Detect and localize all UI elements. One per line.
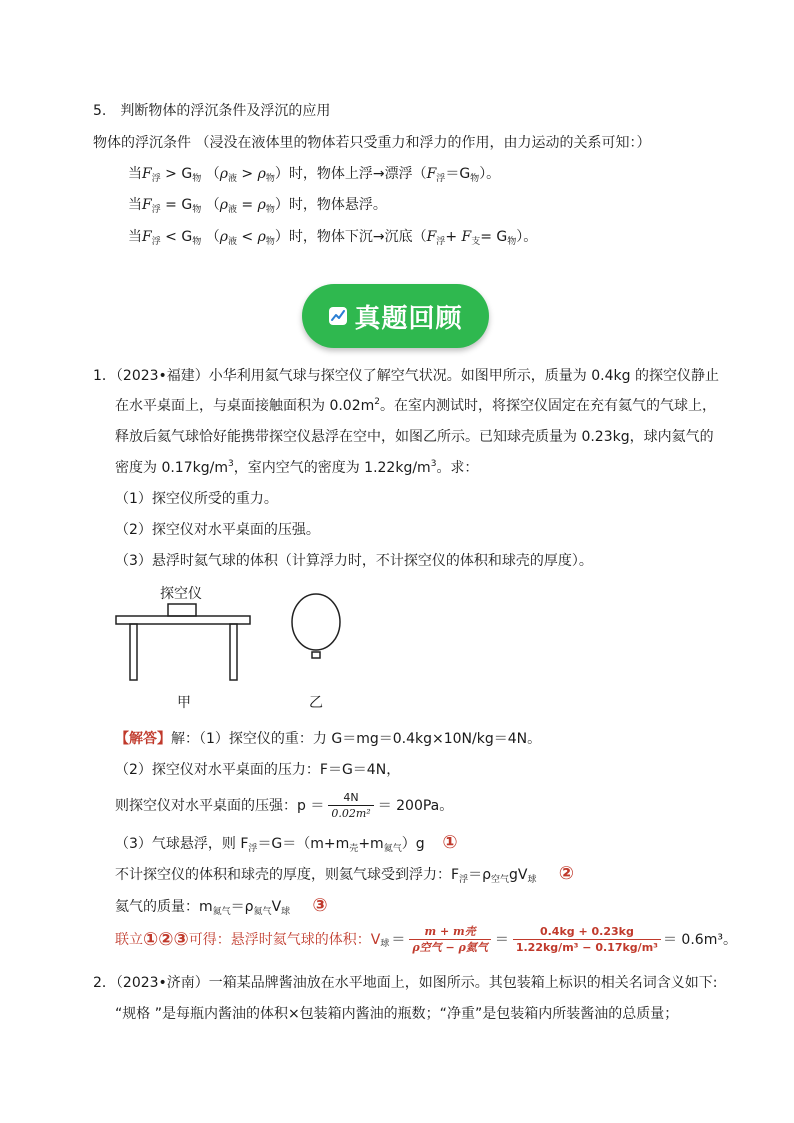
answer-line-5: 不计探空仪的体积和球壳的厚度，则氦气球受到浮力：$F_浮=\rho_{空气}gV_球$ ② bbox=[115, 863, 574, 885]
q1-line-1: 1．（2023•福建）小华利用氦气球与探空仪了解空气状况。如图甲所示，质量为 0.4kg 的探空仪静止 bbox=[93, 368, 719, 384]
answer-tag: 【解答】 bbox=[115, 731, 171, 747]
equation-marker-1: ① bbox=[442, 832, 458, 853]
helium-balloon bbox=[292, 594, 340, 658]
answer-line-1: 【解答】解：（1）探空仪的重：力 G＝mg＝0.4kg×10N/kg＝4N。 bbox=[115, 731, 542, 747]
q1-figure bbox=[110, 580, 360, 710]
answer-line-7: 联立 ①②③ 可得：悬浮时氦气球的体积：V 球 ＝ $\frac{\text{m + m壳}}{\text{ρ空气 − ρ氦气}}$ ＝ $\frac{0.4kg + 0.23kg}{\text{1.22kg/m³ − 0.17kg/m³}}$ ＝ 0.6m³。 bbox=[115, 925, 737, 954]
past-exam-review-banner bbox=[302, 284, 489, 348]
equation-marker-2: ② bbox=[558, 863, 574, 884]
answer-line-6: 氦气的质量：$m_{氦气}=\rho_{氦气}V_球$ ③ bbox=[115, 895, 328, 917]
condition-line-float: 当$F_浮 > G_物$ $(\rho_液 > \rho_物)$时，物体上浮→漂浮$(F_浮=G_物)$。 bbox=[128, 166, 501, 184]
condition-line-sink: 当$F_浮 < G_物$ $(\rho_液 < \rho_物)$时，物体下沉→沉底$(F_浮+ F_支= G_物)$。 bbox=[128, 229, 538, 247]
equation-marker-3: ③ bbox=[312, 895, 328, 916]
answer-line-2: （2）探空仪对水平桌面的压力：F＝G＝4N， bbox=[115, 762, 401, 778]
volume-fraction-numeric: $\frac{0.4kg + 0.23kg}{\text{1.22kg/m³ − 0.17kg/m³}}$ bbox=[513, 925, 661, 955]
chart-icon bbox=[328, 306, 348, 326]
answer-line-4: （3）气球悬浮，则 $F_浮=G=(m+m_壳+m_{氦气})g$ ① bbox=[115, 832, 458, 854]
figure-a-label: 甲 bbox=[177, 695, 191, 711]
q1-line-3: 释放后氦气球恰好能携带探空仪悬浮在空中，如图乙所示。已知球壳质量为 0.23kg，球内氦气的 bbox=[115, 429, 714, 445]
q1-line-2: 在水平桌面上，与桌面接触面积为 $0.02m^2$。在室内测试时，将探空仪固定在充有氦气的气球上， bbox=[115, 397, 716, 414]
q1-subquestion-3: （3）悬浮时氦气球的体积（计算浮力时，不计探空仪的体积和球壳的厚度）。 bbox=[115, 553, 593, 569]
volume-fraction-symbolic: $\frac{\text{m + m壳}}{\text{ρ空气 − ρ氦气}}$ bbox=[409, 925, 491, 955]
figure-b-label: 乙 bbox=[309, 695, 323, 711]
equation-markers-combined: ①②③ bbox=[143, 929, 189, 950]
q2-line-2: “规格 ”是每瓶内酱油的体积×包装箱内酱油的瓶数；“净重”是包装箱内所装酱油的总质量； bbox=[115, 1006, 679, 1022]
floating-conditions-intro: 物体的浮沉条件 （浸没在液体里的物体若只受重力和浮力的作用，由力运动的关系可知：） bbox=[93, 135, 651, 151]
banner-title: 真题回顾 bbox=[354, 303, 463, 334]
condition-line-suspend: 当$F_浮 = G_物$ $(\rho_液 = \rho_物)$时，物体悬浮。 bbox=[128, 197, 387, 215]
pressure-fraction: $\frac{4N}{\text{0.02m²}}$ bbox=[328, 791, 373, 821]
table-with-probe bbox=[116, 604, 250, 680]
q1-subquestion-1: （1）探空仪所受的重力。 bbox=[115, 491, 278, 507]
probe-label: 探空仪 bbox=[160, 586, 202, 602]
section-heading: 5. 判断物体的浮沉条件及浮沉的应用 bbox=[93, 103, 331, 119]
answer-line-3: 则探空仪对水平桌面的压强：p ＝ $\frac{4N}{\text{0.02m²}}$ ＝ 200Pa。 bbox=[115, 791, 454, 820]
probe-device bbox=[168, 604, 196, 616]
q1-subquestion-2: （2）探空仪对水平桌面的压强。 bbox=[115, 522, 320, 538]
q2-line-1: 2．（2023•济南）一箱某品牌酱油放在水平地面上，如图所示。其包装箱上标识的相关名词含义如下: bbox=[93, 975, 718, 991]
q1-line-4: 密度为 $0.17kg/m^3$，室内空气的密度为 $1.22kg/m^3$。求： bbox=[115, 459, 479, 476]
